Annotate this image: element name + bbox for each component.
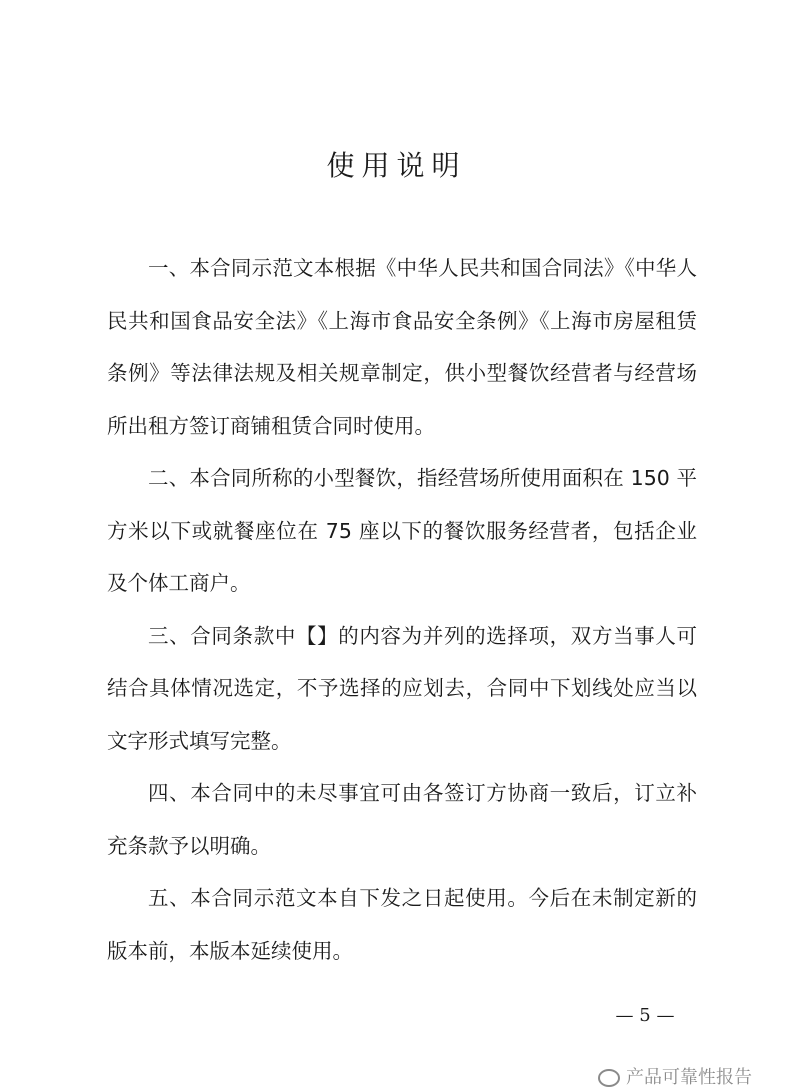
paragraph-4: 四、本合同中的未尽事宜可由各签订方协商一致后，订立补充条款予以明确。 [107, 781, 697, 858]
page-title: 使用说明 [326, 149, 467, 182]
document-body [107, 242, 697, 977]
watermark [598, 1066, 752, 1090]
wechat-icon [598, 1069, 620, 1087]
paragraph-3: 三、合同条款中【】的内容为并列的选择项，双方当事人可结合具体情况选定，不予选择的应划去，合同中下划线处应当以文字形式填写完整。 [107, 623, 697, 753]
paragraph-2: 二、本合同所称的小型餐饮，指经营场所使用面积在 150 平方米以下或就餐座位在 75 座以下的餐饮服务经营者，包括企业及个体工商户。 [107, 466, 697, 595]
paragraph-5: 五、本合同示范文本自下发之日起使用。今后在未制定新的版本前，本版本延续使用。 [107, 886, 697, 963]
watermark-text: 产品可靠性报告 [626, 1067, 752, 1088]
page-number: — 5 — [615, 1005, 675, 1026]
paragraph-1: 一、本合同示范文本根据《中华人民共和国合同法》《中华人民共和国食品安全法》《上海市食品安全条例》《上海市房屋租赁条例》等法律法规及相关规章制定，供小型餐饮经营者与经营场所出租方签订商铺租赁合同时使用。 [107, 256, 697, 438]
